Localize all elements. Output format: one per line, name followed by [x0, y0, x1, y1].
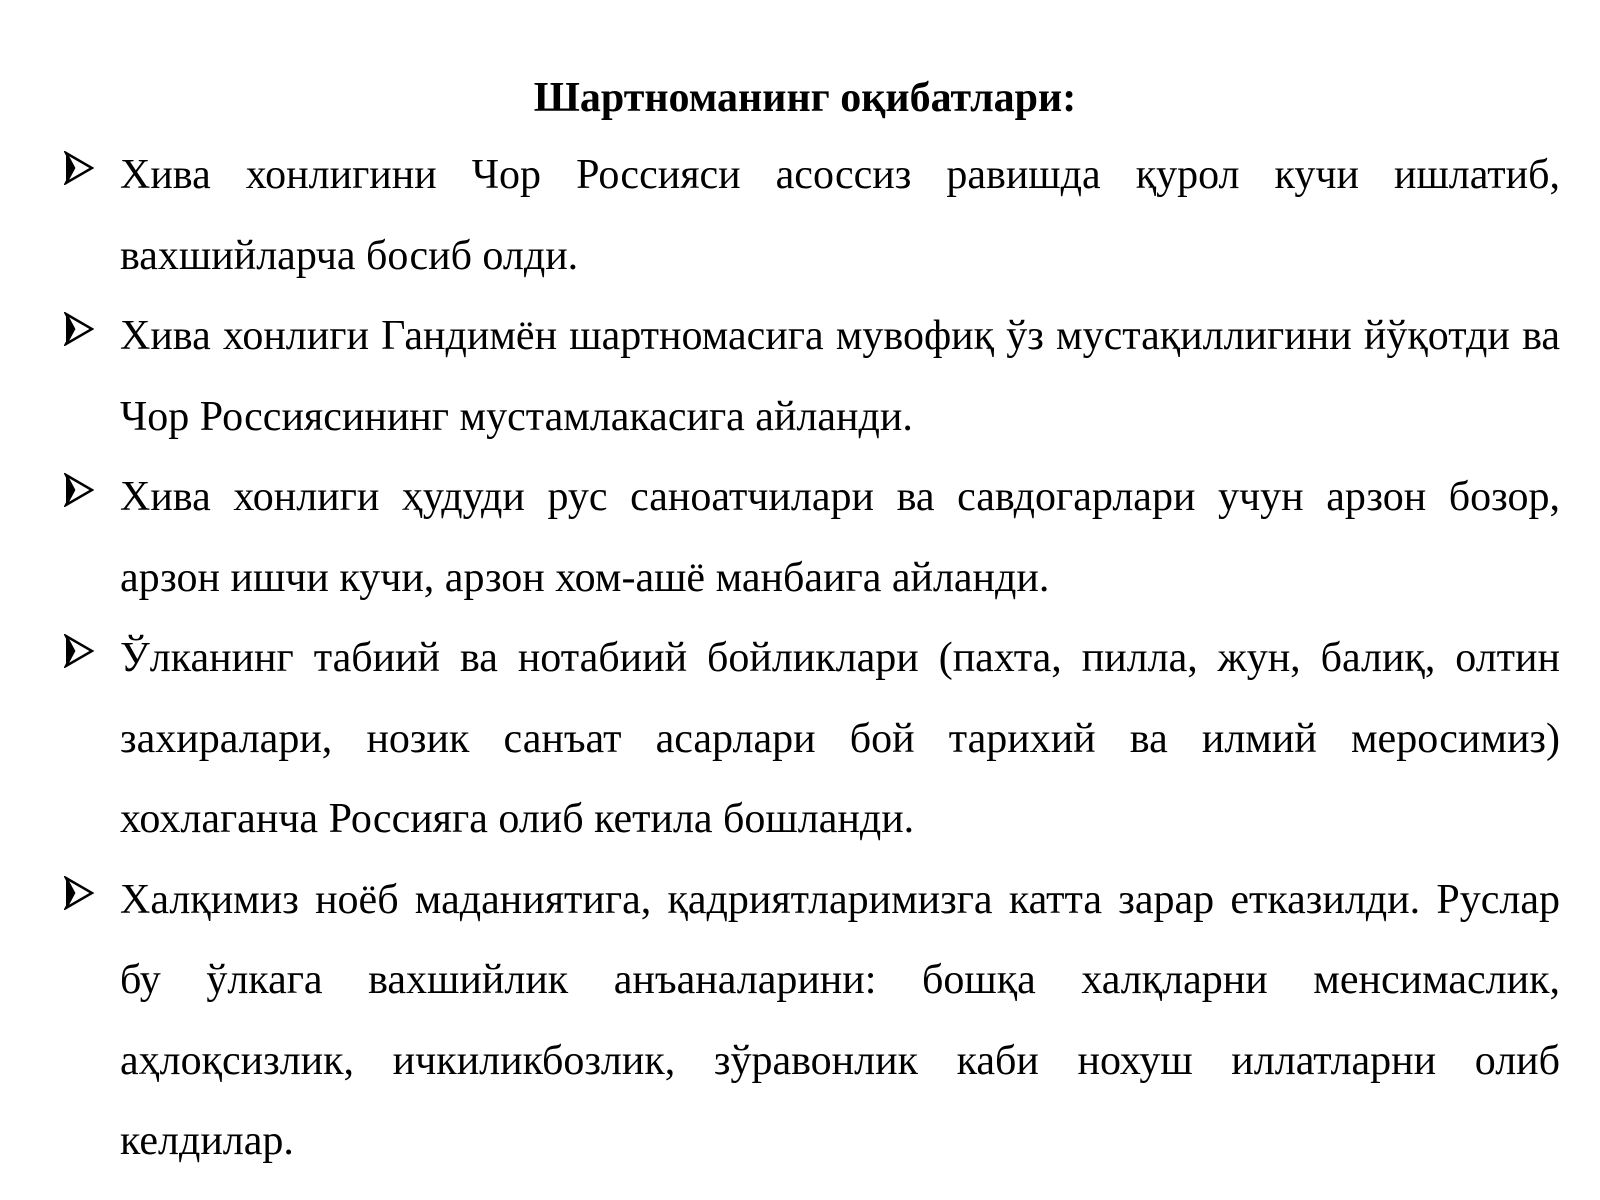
list-item [60, 457, 1560, 618]
list-item [60, 296, 1560, 457]
arrow-bullet-icon [64, 312, 94, 346]
arrow-bullet-icon [64, 634, 94, 668]
list-item [60, 618, 1560, 860]
arrow-bullet-icon [64, 473, 94, 507]
bullet-list [60, 135, 1560, 1182]
arrow-bullet-icon [64, 151, 94, 185]
list-item-text: Хива хонлиги ҳудуди рус саноатчилари ва савдогарлари учун арзон бозор, арзон ишчи кучи, арзон хом-ашё манбаига айланди. [120, 474, 1560, 601]
arrow-bullet-icon [64, 876, 94, 910]
slide-title: Шартноманинг оқибатлари: [533, 75, 1077, 121]
list-item-text: Ўлканинг табиий ва нотабиий бойликлари (пахта, пилла, жун, балиқ, олтин захиралари, нозик санъат асарлари бой тарихий ва илмий меросимиз) хохлаганча Россияга олиб кетила бошланди. [120, 635, 1560, 842]
list-item-text: Хива хонлигини Чор Россияси асоссиз равишда қурол кучи ишлатиб, вахшийларча босиб олди. [120, 152, 1560, 279]
list-item [60, 860, 1560, 1182]
list-item-text: Хива хонлиги Гандимён шартномасига мувофиқ ўз мустақиллигини йўқотди ва Чор Россиясининг мустамлакасига айланди. [120, 313, 1560, 440]
list-item-text: Халқимиз ноёб маданиятига, қадриятларимизга катта зарар етказилди. Руслар бу ўлкага вахшийлик анъаналарини: бошқа халқларни менсимаслик, аҳлоқсизлик, ичкиликбозлик, зўравонлик каби нохуш иллатларни олиб келдилар. [120, 876, 1560, 1164]
list-item [60, 135, 1560, 296]
